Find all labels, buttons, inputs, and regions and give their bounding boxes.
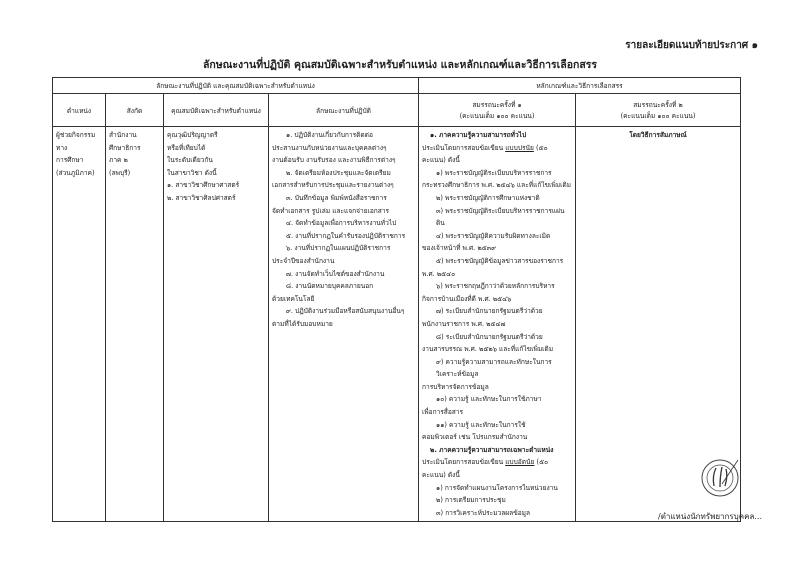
cell-affiliation [106, 127, 164, 522]
part1-title: ๑. ภาคความรู้ความสามารถทั่วไป [430, 131, 527, 139]
list-item: ๕) พระราชบัญญัติข้อมูลข่าวสารของราชการ [436, 256, 564, 265]
cell-line: ในสาขาวิชา ดังนี้ [167, 168, 217, 177]
selection-criteria-table [52, 77, 741, 522]
list-item: ๖. งานที่ปรากฏในแผนปฏิบัติราชการ [286, 244, 391, 253]
list-item: ๑) พระราชบัญญัติระเบียบบริหารราชการ [436, 168, 552, 177]
list-item: ๗) ระเบียบสำนักนายกรัฐมนตรีว่าด้วย [436, 307, 543, 316]
column-header-round1: สมรรถนะครั้งที่ ๑ (คะแนนเต็ม ๑๐๐ คะแนน) [419, 94, 576, 127]
list-item: ๑. ปฏิบัติงานเกี่ยวกับการติดต่อ [286, 131, 373, 139]
list-item: ๕. งานที่ปรากฏในคำรับรองปฏิบัติราชการ [286, 231, 406, 240]
document-reference: รายละเอียดแนบท้ายประกาศ ๑ [625, 40, 758, 51]
cell-line: ผู้ช่วยกิจกรรมทาง [56, 131, 96, 152]
part2-items [422, 482, 572, 520]
column-header-position: ตำแหน่ง [53, 94, 106, 127]
list-item: กระทรวงศึกษาธิการ พ.ศ. ๒๕๔๖ และที่แก้ไขเพิ่มเติม [422, 181, 571, 190]
table-row [53, 127, 741, 522]
list-item: ๘. งานนัดหมายบุคคลภายนอก [286, 282, 374, 291]
column-header-affiliation: สังกัด [106, 94, 164, 127]
list-item: ๖) พระราชกฤษฎีกาว่าด้วยหลักการบริหาร [436, 282, 555, 291]
list-item: ๔) พระราชบัญญัติความรับผิดทางละเมิด [436, 231, 551, 240]
list-item: เพื่อการสื่อสาร [422, 408, 464, 417]
list-item: งานต้อนรับ งานรับรอง และงานพิธีการต่างๆ [272, 156, 396, 165]
cell-line: คุณวุฒิปริญญาตรี [167, 131, 218, 139]
cell-line: หรือที่เทียบได้ [167, 143, 206, 152]
part2-title: ๒. ภาคความรู้ความสามารถเฉพาะตำแหน่ง [430, 445, 554, 454]
list-item: ประจำปีของสำนักงาน [272, 256, 335, 265]
list-item: ประสานงานกับหน่วยงานและบุคคลต่างๆ [272, 143, 387, 152]
group-header-duties: ลักษณะงานที่ปฏิบัติ และคุณสมบัติเฉพาะสำหรับตำแหน่ง [53, 78, 419, 94]
list-item: ๒) พระราชบัญญัติการศึกษาแห่งชาติ [436, 193, 540, 202]
list-item: ๘) ระเบียบสำนักนายกรัฐมนตรีว่าด้วย [436, 332, 543, 341]
list-item: พ.ศ. ๒๕๔๐ [422, 269, 456, 278]
list-item: กิจการบ้านเมืองที่ดี พ.ศ. ๒๕๔๖ [422, 294, 512, 303]
list-item: ด้วยเทคโนโลยี [272, 294, 315, 303]
part1-items [422, 167, 572, 444]
list-item: งานสารบรรณ พ.ศ. ๒๕๒๖ และที่แก้ไขเพิ่มเติม [422, 345, 554, 354]
cell-duties [269, 127, 419, 522]
list-item: ๑) การจัดทำแผนงานโครงการในหน่วยงาน [436, 483, 558, 492]
cell-position [53, 127, 106, 522]
cell-line: ๒. สาขาวิชาศิลปศาสตร์ [167, 193, 236, 202]
part2-method: ประเมินโดยการสอบข้อเขียน แบบอัตนัย (๕๐ คะแนน) ดังนี้ [422, 458, 549, 480]
cell-line: ๑. สาขาวิชาศึกษาศาสตร์ [167, 181, 240, 190]
cell-line: สำนักงานศึกษาธิการ [109, 131, 141, 152]
list-item: ตามที่ได้รับมอบหมาย [272, 319, 333, 328]
column-header-duties: ลักษณะงานที่ปฏิบัติ [269, 94, 419, 127]
list-item: คอมพิวเตอร์ เช่น โปรแกรมสำนักงาน [422, 433, 528, 442]
column-header-round2: สมรรถนะครั้งที่ ๒ (คะแนนเต็ม ๑๐๐ คะแนน) [576, 94, 741, 127]
part1-method: ประเมินโดยการสอบข้อเขียน แบบปรนัย (๕๐ คะแนน) ดังนี้ [422, 143, 548, 165]
list-item: ๔. จัดทำข้อมูลเพื่อการบริหารงานทั่วไป [286, 219, 397, 228]
list-item: ๒) การเตรียมการประชุม [436, 496, 506, 505]
list-item: ของเจ้าหน้าที่ พ.ศ. ๒๕๓๙ [422, 244, 497, 253]
list-item: ๙. ปฏิบัติงานร่วมมือหรือสนับสนุนงานอื่นๆ [286, 307, 405, 316]
cell-round1 [419, 127, 576, 522]
list-item: ๗. งานจัดทำเว็บไซต์ของสำนักงาน [286, 269, 385, 278]
list-item: ๙) ความรู้ความสามารถและทักษะในการวิเคราะห์ข้อมูล [436, 357, 552, 379]
document-title: ลักษณะงานที่ปฏิบัติ คุณสมบัติเฉพาะสำหรับตำแหน่ง และหลักเกณฑ์และวิธีการเลือกสรร [202, 59, 598, 71]
cell-line: ภาค ๒ [109, 156, 128, 165]
list-item: ๑๑) ความรู้ และทักษะในการใช้ [436, 420, 526, 429]
list-item: ๓. บันทึกข้อมูล พิมพ์หนังสือราชการ [286, 193, 387, 202]
list-item: ๑๐) ความรู้ และทักษะในการใช้ภาษา [436, 395, 542, 404]
list-item: เอกสารสำหรับการประชุมและรายงานต่างๆ [272, 181, 394, 190]
list-item: ๓) พระราชบัญญัติระเบียบบริหารราชการแผ่นดิน [436, 206, 565, 228]
list-item: การบริหารจัดการข้อมูล [422, 382, 489, 391]
column-header-qualification: คุณสมบัติเฉพาะสำหรับตำแหน่ง [164, 94, 269, 127]
list-item: จัดทำเอกสาร รูปเล่ม และแจกจ่ายเอกสาร [272, 206, 390, 215]
cell-line: (ลพบุรี) [109, 168, 131, 177]
list-item: ๓) การวิเคราะห์ประมวลผลข้อมูล [436, 508, 531, 517]
official-seal-icon [700, 458, 740, 498]
list-item: พนักงานราชการ พ.ศ. ๒๕๔๗ [422, 319, 506, 328]
cell-line: การศึกษา [56, 156, 84, 165]
cell-round2: โดยวิธีการสัมภาษณ์ [576, 127, 741, 522]
cell-line: (ส่วนภูมิภาค) [56, 168, 95, 177]
continuation-note: /ตำแหน่งนักทรัพยากรบุคคล... [658, 512, 762, 521]
cell-qualification [164, 127, 269, 522]
group-header-criteria: หลักเกณฑ์และวิธีการเลือกสรร [419, 78, 741, 94]
list-item: ๒. จัดเตรียมห้องประชุมและจัดเตรียม [286, 168, 391, 177]
cell-line: ในระดับเดียวกัน [167, 156, 213, 165]
